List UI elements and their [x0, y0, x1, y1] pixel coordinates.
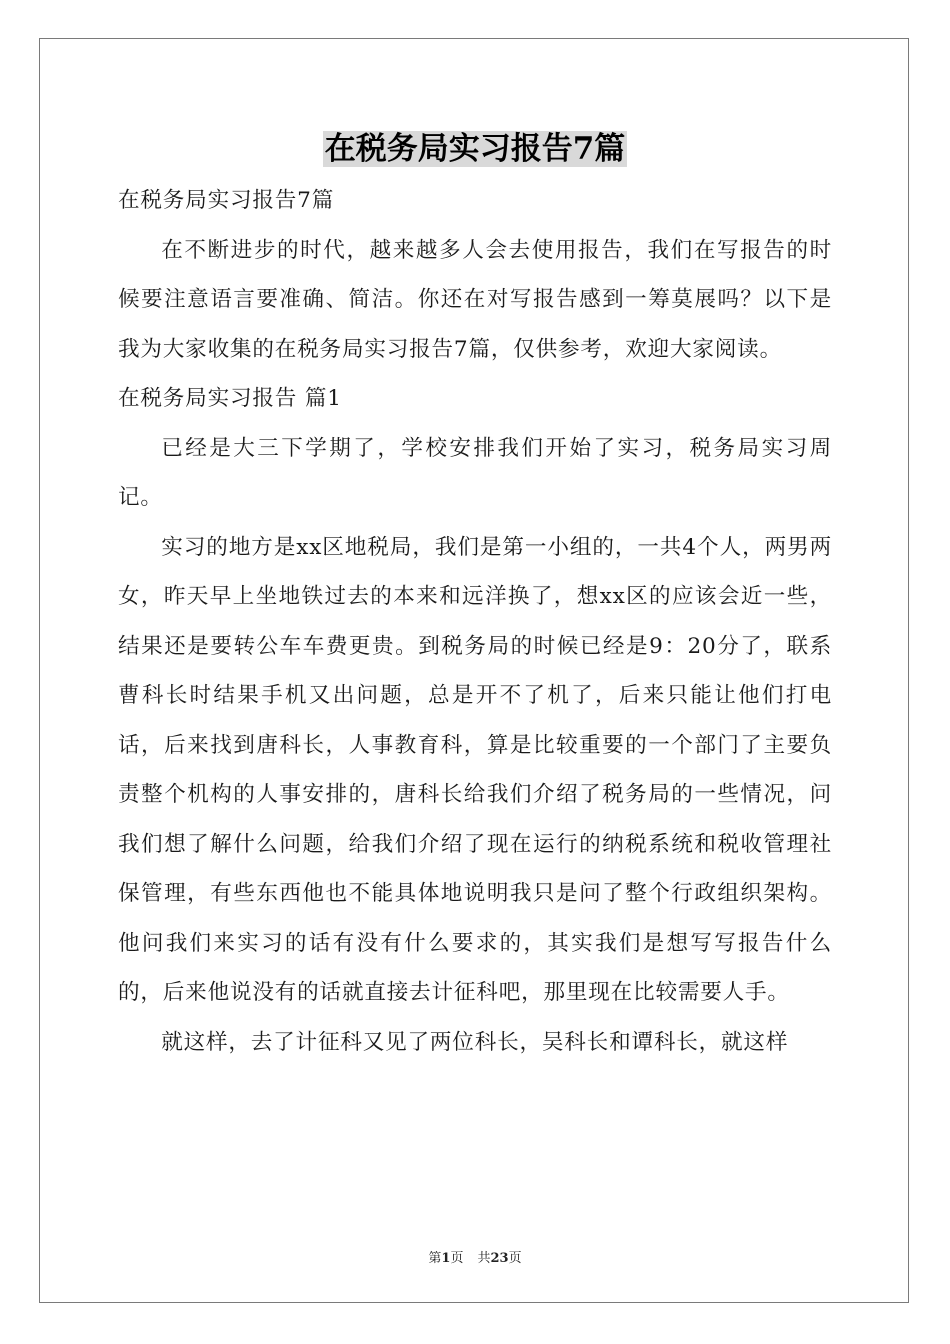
document-body [118, 176, 832, 1067]
body-paragraph: 实习的地方是xx区地税局，我们是第一小组的，一共4个人，两男两女，昨天早上坐地铁过去的本来和远洋换了，想xx区的应该会近一些，结果还是要转公车车费更贵。到税务局的时候已经是9：20分了，联系曹科长时结果手机又出问题，总是开不了机了，后来只能让他们打电话，后来找到唐科长，人事教育科，算是比较重要的一个部门了主要负责整个机构的人事安排的，唐科长给我们介绍了税务局的一些情况，问我们想了解什么问题，给我们介绍了现在运行的纳税系统和税收管理社保管理，有些东西他也不能具体地说明我只是问了整个行政组织架构。他问我们来实习的话有没有什么要求的，其实我们是想写写报告什么的，后来他说没有的话就直接去计征科吧，那里现在比较需要人手。 [118, 534, 832, 1005]
total-pages: 23 [490, 1251, 509, 1266]
section-heading: 在税务局实习报告7篇 [118, 188, 335, 213]
total-prefix: 共 [477, 1251, 491, 1266]
document-title-text: 在税务局实习报告7篇 [324, 131, 626, 167]
page-suffix: 页 [450, 1251, 464, 1266]
total-suffix: 页 [508, 1251, 522, 1266]
document-title [0, 126, 950, 172]
body-paragraph: 就这样，去了计征科又见了两位科长，吴科长和谭科长，就这样 [161, 1029, 789, 1055]
page-footer [0, 1247, 950, 1266]
page-number: 1 [441, 1251, 451, 1266]
page-prefix: 第 [428, 1251, 442, 1266]
section-heading: 在税务局实习报告 篇1 [118, 386, 342, 411]
body-paragraph: 已经是大三下学期了，学校安排我们开始了实习，税务局实习周记。 [118, 435, 832, 510]
body-paragraph: 在不断进步的时代，越来越多人会去使用报告，我们在写报告的时候要注意语言要准确、简洁。你还在对写报告感到一筹莫展吗？以下是我为大家收集的在税务局实习报告7篇，仅供参考，欢迎大家阅读。 [118, 237, 832, 362]
